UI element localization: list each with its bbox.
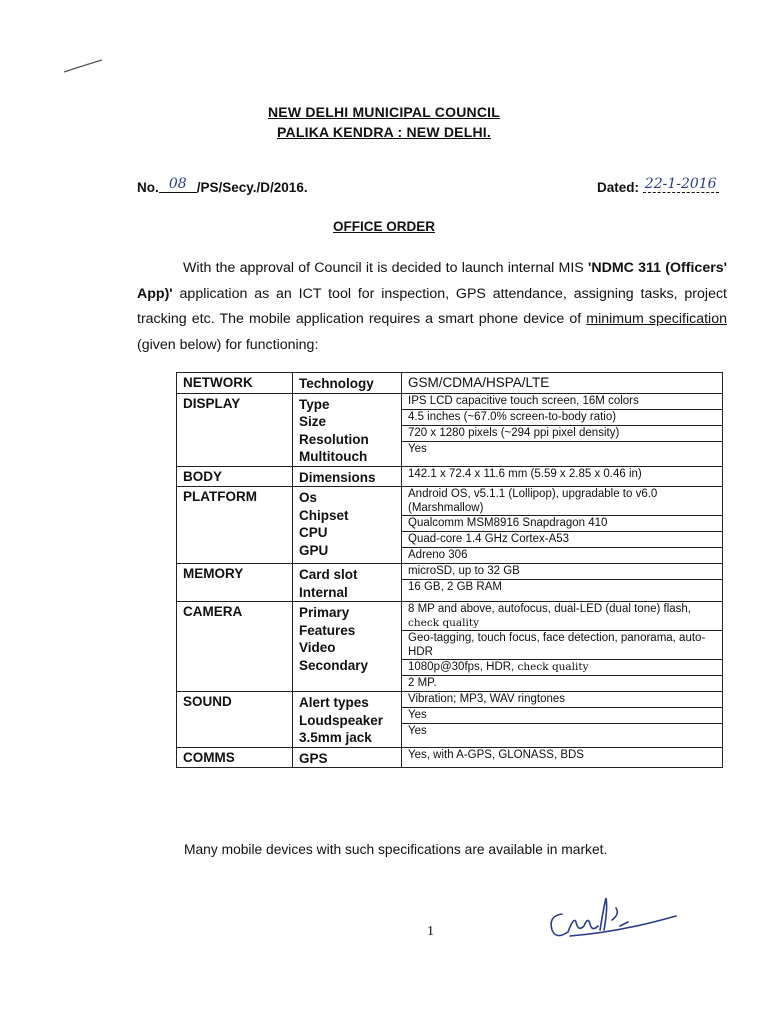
- spec-field-label: Os: [299, 490, 318, 505]
- spec-field-label: Internal: [299, 584, 348, 600]
- spec-row-memory: [177, 564, 723, 602]
- spec-group: DISPLAY: [177, 393, 293, 466]
- spec-value: [402, 564, 722, 580]
- spec-row-platform: [177, 487, 723, 564]
- spec-group: COMMS: [177, 747, 293, 768]
- spec-values: [402, 466, 723, 487]
- spec-field-label: GPU: [299, 542, 329, 558]
- spec-value: [402, 442, 722, 457]
- spec-value-text: Quad-core 1.4 GHz Cortex-A53: [408, 533, 570, 545]
- spec-value: [402, 692, 722, 708]
- body-text-3: (given below) for functioning:: [137, 336, 319, 353]
- spec-value: [402, 394, 722, 410]
- spec-field-label: CPU: [299, 525, 328, 540]
- dated-label: Dated:: [597, 180, 640, 195]
- spec-field-label: Type: [299, 396, 330, 412]
- spec-fields: [293, 747, 402, 768]
- spec-value: [402, 410, 722, 426]
- spec-value-text: Yes, with A-GPS, GLONASS, BDS: [408, 748, 584, 761]
- app-name: 'NDMC 311 (Officers' App)': [137, 260, 727, 302]
- spec-value-text: 8 MP and above, autofocus, dual-LED (dual tone) flash,: [408, 603, 691, 615]
- spec-value-text: 16 GB, 2 GB RAM: [408, 581, 502, 593]
- spec-value: [402, 676, 722, 691]
- spec-group: BODY: [177, 466, 293, 487]
- closing-note: Many mobile devices with such specifications are available in market.: [184, 842, 608, 857]
- spec-group: CAMERA: [177, 602, 293, 692]
- spec-values: [402, 393, 723, 466]
- spec-value: [402, 516, 722, 532]
- spec-value: [402, 580, 722, 595]
- spec-field-label: Technology: [299, 376, 374, 391]
- spec-value-text: 2 MP.: [408, 677, 437, 689]
- handwritten-note: check quality: [408, 617, 480, 629]
- spec-field-label: Secondary: [299, 657, 369, 673]
- spec-fields: [293, 466, 402, 487]
- spec-row-display: [177, 393, 723, 466]
- spec-value: [402, 467, 722, 482]
- spec-fields: [293, 692, 402, 748]
- spec-values: [402, 373, 723, 394]
- order-title: OFFICE ORDER: [332, 219, 435, 234]
- spec-value: [402, 373, 722, 392]
- spec-group: PLATFORM: [177, 487, 293, 564]
- spec-values: [402, 487, 723, 564]
- spec-value-text: Yes: [408, 725, 427, 737]
- spec-value-text: Adreno 306: [408, 549, 468, 561]
- spec-fields: [293, 487, 402, 564]
- spec-fields: [293, 564, 402, 602]
- spec-value-text: GSM/CDMA/HSPA/LTE: [408, 375, 550, 390]
- spec-field-label: 3.5mm jack: [299, 730, 372, 745]
- spec-value: [402, 602, 722, 631]
- spec-row-sound: [177, 692, 723, 748]
- spec-field-label: Alert types: [299, 695, 369, 710]
- reference-number: [137, 176, 308, 197]
- specification-table: [176, 372, 723, 768]
- spec-group: NETWORK: [177, 373, 293, 394]
- ref-prefix: No.: [137, 180, 159, 195]
- ref-suffix: /PS/Secy./D/2016.: [196, 180, 308, 195]
- spec-field-label: Features: [299, 622, 356, 638]
- spec-fields: [293, 393, 402, 466]
- spec-value: [402, 660, 722, 676]
- spec-value: [402, 748, 722, 763]
- body-text-1: With the approval of Council it is decided to launch internal MIS: [183, 260, 588, 276]
- order-body: [137, 256, 727, 358]
- date-line: [597, 176, 719, 197]
- spec-value: [402, 548, 722, 563]
- org-name: NEW DELHI MUNICIPAL COUNCIL: [268, 104, 500, 120]
- handwritten-date: 22-1-2016: [644, 176, 717, 192]
- page-number: 1: [427, 924, 434, 939]
- spec-field-label: Resolution: [299, 431, 369, 447]
- spec-fields: [293, 373, 402, 394]
- spec-values: [402, 747, 723, 768]
- spec-row-network: [177, 373, 723, 394]
- spec-value: [402, 708, 722, 724]
- signature: [540, 886, 680, 946]
- spec-field-label: Multitouch: [299, 449, 368, 464]
- org-address: PALIKA KENDRA : NEW DELHI.: [277, 124, 491, 140]
- spec-value-text: 142.1 x 72.4 x 11.6 mm (5.59 x 2.85 x 0.46 in): [408, 467, 642, 480]
- spec-value: [402, 487, 722, 516]
- spec-value-text: Yes: [408, 709, 427, 721]
- spec-value: [402, 631, 722, 660]
- spec-values: [402, 602, 723, 692]
- spec-value-text: 720 x 1280 pixels (~294 ppi pixel density): [408, 426, 620, 439]
- handwritten-note: check quality: [517, 661, 589, 673]
- spec-values: [402, 564, 723, 602]
- spec-values: [402, 692, 723, 748]
- spec-field-label: Primary: [299, 605, 350, 620]
- underlined-phrase: minimum specification: [586, 311, 727, 327]
- spec-field-label: Chipset: [299, 507, 349, 523]
- spec-value-text: Android OS, v5.1.1 (Lollipop), upgradable to v6.0 (Marshmallow): [408, 488, 658, 514]
- spec-row-body: [177, 466, 723, 487]
- handwritten-ref-number: 08: [159, 176, 197, 193]
- spec-row-comms: [177, 747, 723, 768]
- spec-field-label: Dimensions: [299, 469, 376, 485]
- pen-mark: [62, 58, 104, 76]
- spec-field-label: Video: [299, 640, 336, 655]
- spec-field-label: Size: [299, 414, 327, 429]
- spec-group: MEMORY: [177, 564, 293, 602]
- spec-value-text: IPS LCD capacitive touch screen, 16M colors: [408, 394, 639, 407]
- spec-fields: [293, 602, 402, 692]
- body-text-2: application as an ICT tool for inspection, GPS attendance, assigning tasks, project tracking etc. The mobile application requires a smart phone device of: [137, 285, 727, 327]
- spec-row-camera: [177, 602, 723, 692]
- spec-value: [402, 532, 722, 548]
- spec-value-text: Geo-tagging, touch focus, face detection, panorama, auto-HDR: [408, 632, 706, 658]
- spec-value: [402, 724, 722, 739]
- spec-value-text: Qualcomm MSM8916 Snapdragon 410: [408, 517, 608, 529]
- spec-value: [402, 426, 722, 442]
- spec-value-text: 4.5 inches (~67.0% screen-to-body ratio): [408, 410, 617, 423]
- spec-value-text: microSD, up to 32 GB: [408, 565, 520, 577]
- spec-field-label: Loudspeaker: [299, 712, 384, 728]
- spec-value-text: Yes: [408, 442, 427, 455]
- spec-value-text: Vibration; MP3, WAV ringtones: [408, 693, 566, 705]
- spec-value-text: 1080p@30fps, HDR,: [408, 661, 515, 673]
- spec-field-label: GPS: [299, 750, 328, 766]
- spec-group: SOUND: [177, 692, 293, 748]
- spec-field-label: Card slot: [299, 567, 358, 582]
